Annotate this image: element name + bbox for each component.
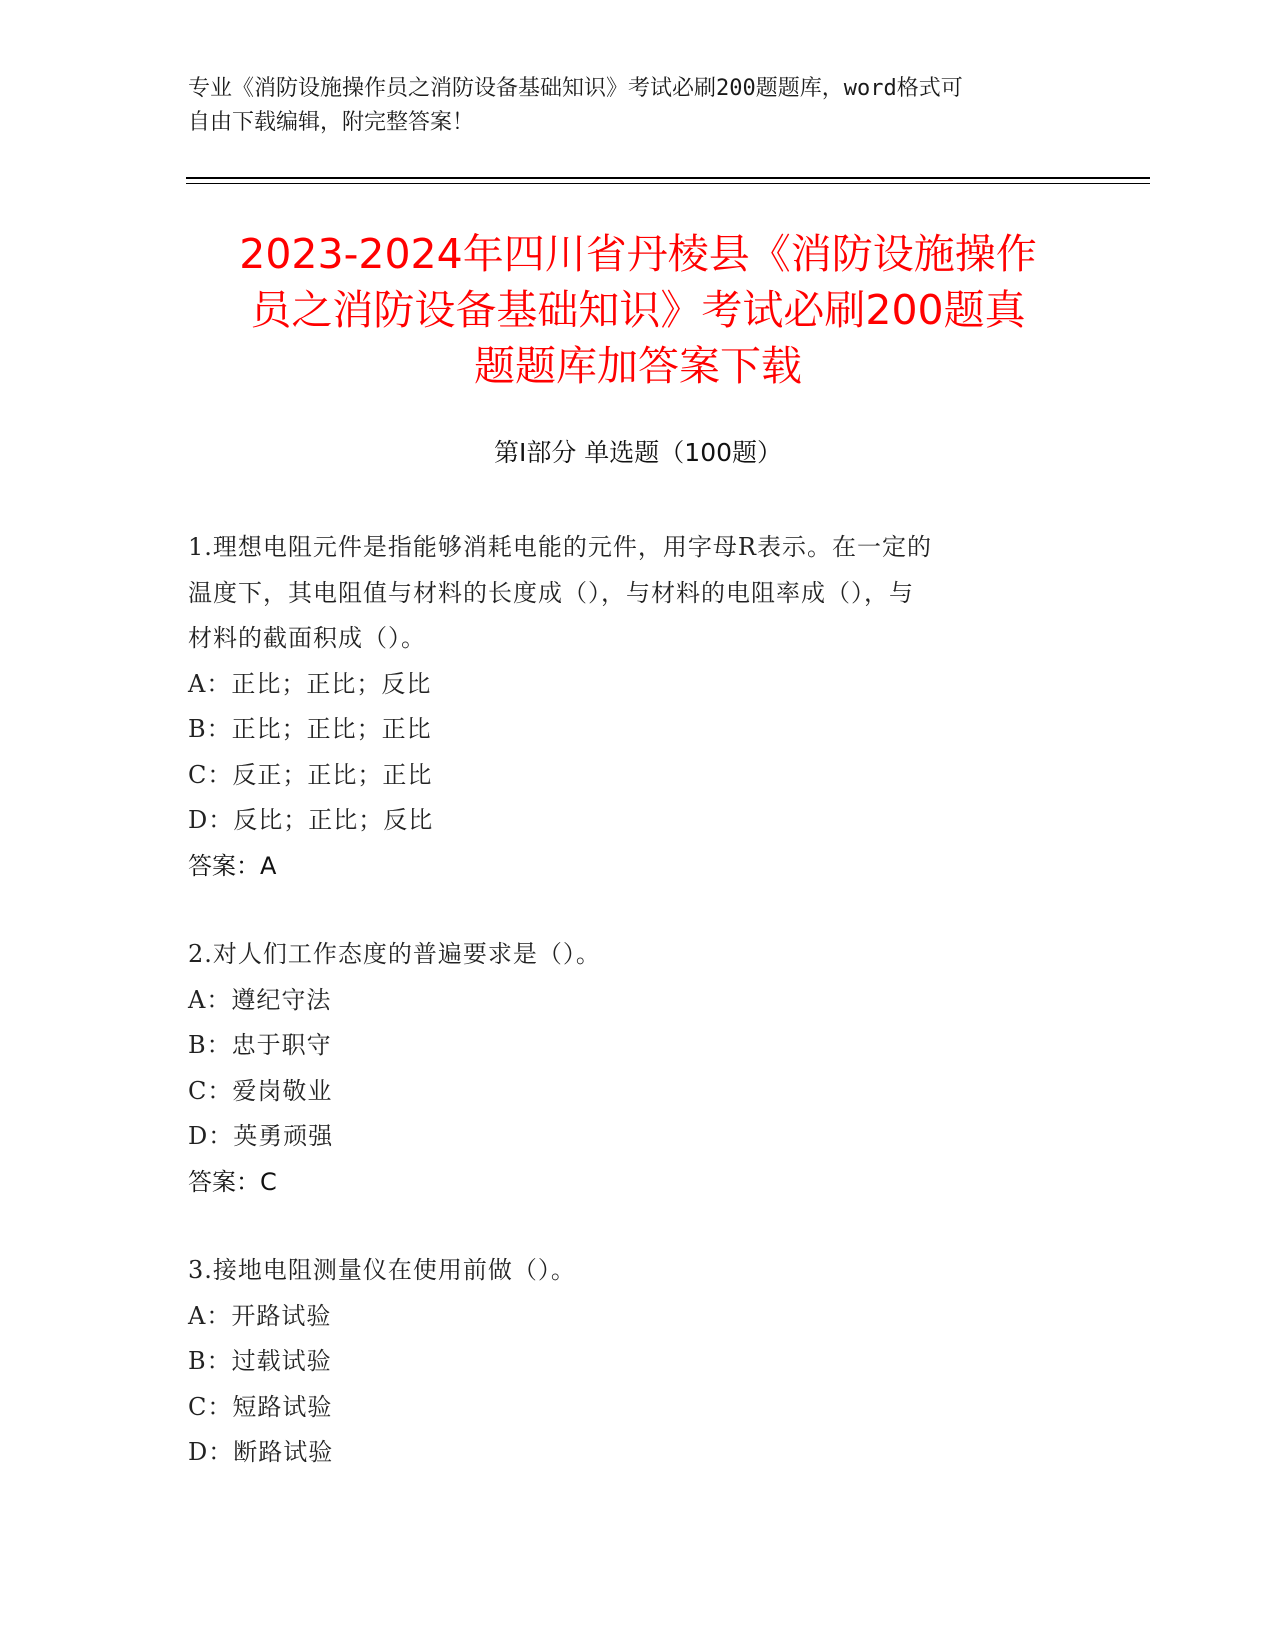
option-c: C：短路试验 (188, 1392, 333, 1421)
header-note-line-2: 自由下载编辑，附完整答案！ (188, 110, 475, 135)
header-note (188, 72, 1088, 140)
option-b: B：正比；正比；正比 (188, 715, 432, 743)
document-title (186, 226, 1090, 394)
question-1 (188, 525, 1068, 889)
question-2 (188, 932, 1068, 1205)
answer: 答案：C (188, 1167, 277, 1196)
option-d: D：断路试验 (188, 1438, 334, 1466)
document-title-line-2: 员之消防设备基础知识》考试必刷200题真 (250, 286, 1026, 334)
header-note-line-1: 专业《消防设施操作员之消防设备基础知识》考试必刷200题题库，word格式可 (188, 76, 963, 101)
option-c: C：反正；正比；正比 (188, 760, 433, 789)
option-d: D：英勇顽强 (188, 1122, 334, 1150)
document-title-line-3: 题题库加答案下载 (474, 342, 802, 390)
document-title-line-1: 2023-2024年四川省丹棱县《消防设施操作 (239, 230, 1037, 278)
header-divider-thin (186, 183, 1150, 184)
option-c: C：爱岗敬业 (188, 1076, 333, 1105)
header-divider-thick (186, 177, 1150, 179)
question-stem-line: 1.理想电阻元件是指能够消耗电能的元件，用字母R表示。在一定的 (188, 533, 932, 561)
question-stem-line: 3.接地电阻测量仪在使用前做（）。 (188, 1256, 576, 1284)
option-a: A：遵纪守法 (188, 985, 332, 1014)
section-heading: 第I部分 单选题（100题） (493, 438, 783, 467)
option-a: A：正比；正比；反比 (188, 669, 432, 698)
option-a: A：开路试验 (188, 1301, 332, 1330)
option-b: B：过载试验 (188, 1347, 332, 1375)
question-stem-line: 材料的截面积成（）。 (188, 624, 426, 652)
question-stem-line: 2.对人们工作态度的普遍要求是（）。 (188, 940, 601, 968)
question-stem-line: 温度下，其电阻值与材料的长度成（），与材料的电阻率成（），与 (188, 578, 914, 607)
answer: 答案：A (188, 851, 277, 880)
option-d: D：反比；正比；反比 (188, 806, 434, 834)
option-b: B：忠于职守 (188, 1031, 332, 1059)
question-3 (188, 1248, 1068, 1476)
question-list (188, 525, 1068, 1519)
